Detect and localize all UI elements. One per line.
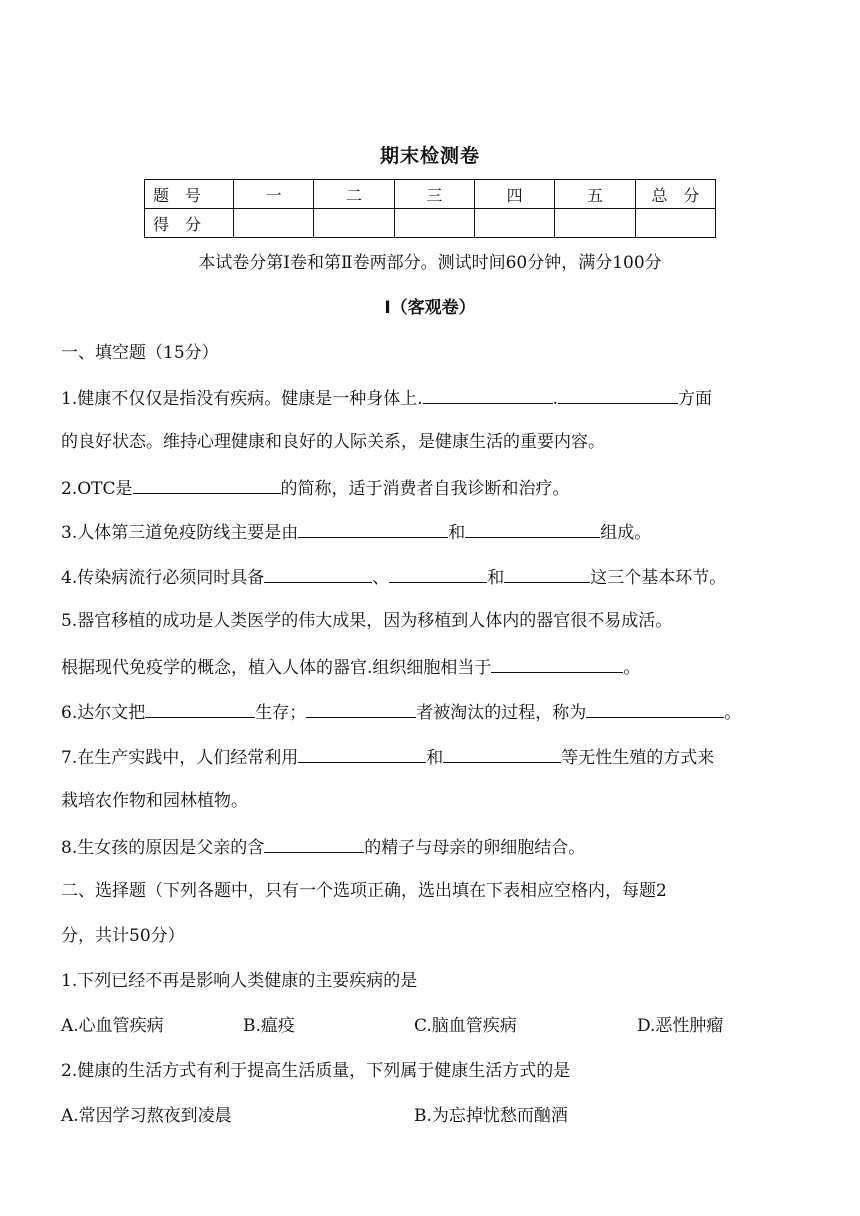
- question-text: 等无性生殖的方式来: [561, 748, 715, 768]
- score-header-cell: 一: [234, 180, 314, 209]
- question-text: 和: [487, 568, 505, 588]
- section2-heading: 二、选择题（下列各题中，只有一个选项正确，选出填在下表相应空格内，每题2: [61, 881, 667, 901]
- question-text: 3.人体第三道免疫防线主要是由: [61, 523, 299, 543]
- answer-blank[interactable]: [558, 385, 678, 404]
- answer-blank[interactable]: [298, 744, 426, 763]
- question-5: 5.器官移植的成功是人类医学的伟大成果，因为移植到人体内的器官很不易成活。: [61, 611, 673, 631]
- score-header-cell: 题 号: [145, 180, 234, 209]
- question-5-continued: [61, 654, 640, 680]
- question-text: 和: [426, 748, 444, 768]
- score-cell[interactable]: [394, 209, 474, 238]
- question-text: 和: [448, 523, 466, 543]
- question-text: 7.在生产实践中，人们经常利用: [61, 748, 299, 768]
- answer-blank[interactable]: [443, 744, 561, 763]
- question-3: [61, 519, 651, 545]
- answer-blank[interactable]: [586, 699, 724, 718]
- question-text: 这三个基本环节。: [590, 568, 727, 588]
- question-text: 。: [724, 703, 742, 723]
- question-text: .: [552, 389, 559, 409]
- question-2: [61, 475, 570, 501]
- score-header-cell: 四: [474, 180, 554, 209]
- question-8: [61, 834, 585, 860]
- section1-heading: 一、填空题（15分）: [61, 343, 219, 363]
- volume-title: Ⅰ（客观卷）: [384, 298, 476, 318]
- score-header-cell: 二: [314, 180, 394, 209]
- question-1: [61, 385, 712, 411]
- question-text: 组成。: [600, 523, 652, 543]
- score-table: [144, 179, 716, 238]
- answer-blank[interactable]: [504, 564, 590, 583]
- answer-blank[interactable]: [306, 699, 416, 718]
- answer-blank[interactable]: [491, 654, 623, 673]
- answer-blank[interactable]: [133, 475, 281, 494]
- score-cell[interactable]: [314, 209, 394, 238]
- answer-blank[interactable]: [264, 834, 364, 853]
- answer-blank[interactable]: [145, 699, 255, 718]
- answer-blank[interactable]: [298, 519, 448, 538]
- question-text: 8.生女孩的原因是父亲的含: [61, 838, 265, 858]
- choice-question-1: 1.下列已经不再是影响人类健康的主要疾病的是: [61, 971, 418, 991]
- score-table-header-row: [145, 180, 716, 209]
- question-text: 1.健康不仅仅是指没有疾病。健康是一种身体上.: [61, 389, 423, 409]
- question-text: 方面: [678, 389, 713, 409]
- answer-blank[interactable]: [465, 519, 600, 538]
- score-cell[interactable]: [474, 209, 554, 238]
- answer-blank[interactable]: [423, 385, 553, 404]
- question-text: 、: [372, 568, 390, 588]
- choice-option[interactable]: D.恶性肿瘤: [637, 1016, 724, 1036]
- score-table-score-row: [145, 209, 716, 238]
- question-7-continued: 栽培农作物和园林植物。: [61, 791, 248, 811]
- score-header-cell: 三: [394, 180, 474, 209]
- question-4: [61, 564, 726, 590]
- choice-option[interactable]: A.常因学习熬夜到凌晨: [61, 1106, 232, 1126]
- choice-option[interactable]: C.脑血管疾病: [414, 1016, 517, 1036]
- score-cell[interactable]: [234, 209, 314, 238]
- choice-option[interactable]: B.瘟疫: [243, 1016, 295, 1036]
- question-text: 根据现代免疫学的概念，植入人体的器官.组织细胞相当于: [61, 658, 492, 678]
- choice-option[interactable]: B.为忘掉忧愁而酗酒: [414, 1106, 568, 1126]
- score-row-label: 得 分: [145, 209, 234, 238]
- question-1-continued: 的良好状态。维持心理健康和良好的人际关系，是健康生活的重要内容。: [61, 432, 605, 452]
- answer-blank[interactable]: [264, 564, 372, 583]
- question-text: 生存；: [255, 703, 307, 723]
- question-text: 的精子与母亲的卵细胞结合。: [364, 838, 586, 858]
- exam-intro: 本试卷分第Ⅰ卷和第Ⅱ卷两部分。测试时间60分钟，满分100分: [198, 253, 662, 273]
- question-text: 者被淘汰的过程，称为: [416, 703, 587, 723]
- score-header-cell: 五: [555, 180, 635, 209]
- choice-question-2: 2.健康的生活方式有利于提高生活质量，下列属于健康生活方式的是: [61, 1061, 571, 1081]
- score-cell[interactable]: [635, 209, 715, 238]
- exam-title: 期末检测卷: [379, 145, 480, 167]
- choice-option[interactable]: A.心血管疾病: [61, 1016, 164, 1036]
- question-6: [61, 699, 741, 725]
- question-text: 6.达尔文把: [61, 703, 146, 723]
- score-header-cell: 总 分: [635, 180, 715, 209]
- answer-blank[interactable]: [389, 564, 487, 583]
- question-text: 4.传染病流行必须同时具备: [61, 568, 265, 588]
- question-text: 。: [623, 658, 641, 678]
- question-text: 的简称，适于消费者自我诊断和治疗。: [280, 479, 570, 499]
- section2-heading-continued: 分，共计50分）: [61, 926, 185, 946]
- score-cell[interactable]: [555, 209, 635, 238]
- question-7: [61, 744, 714, 770]
- question-text: 2.OTC是: [61, 479, 133, 499]
